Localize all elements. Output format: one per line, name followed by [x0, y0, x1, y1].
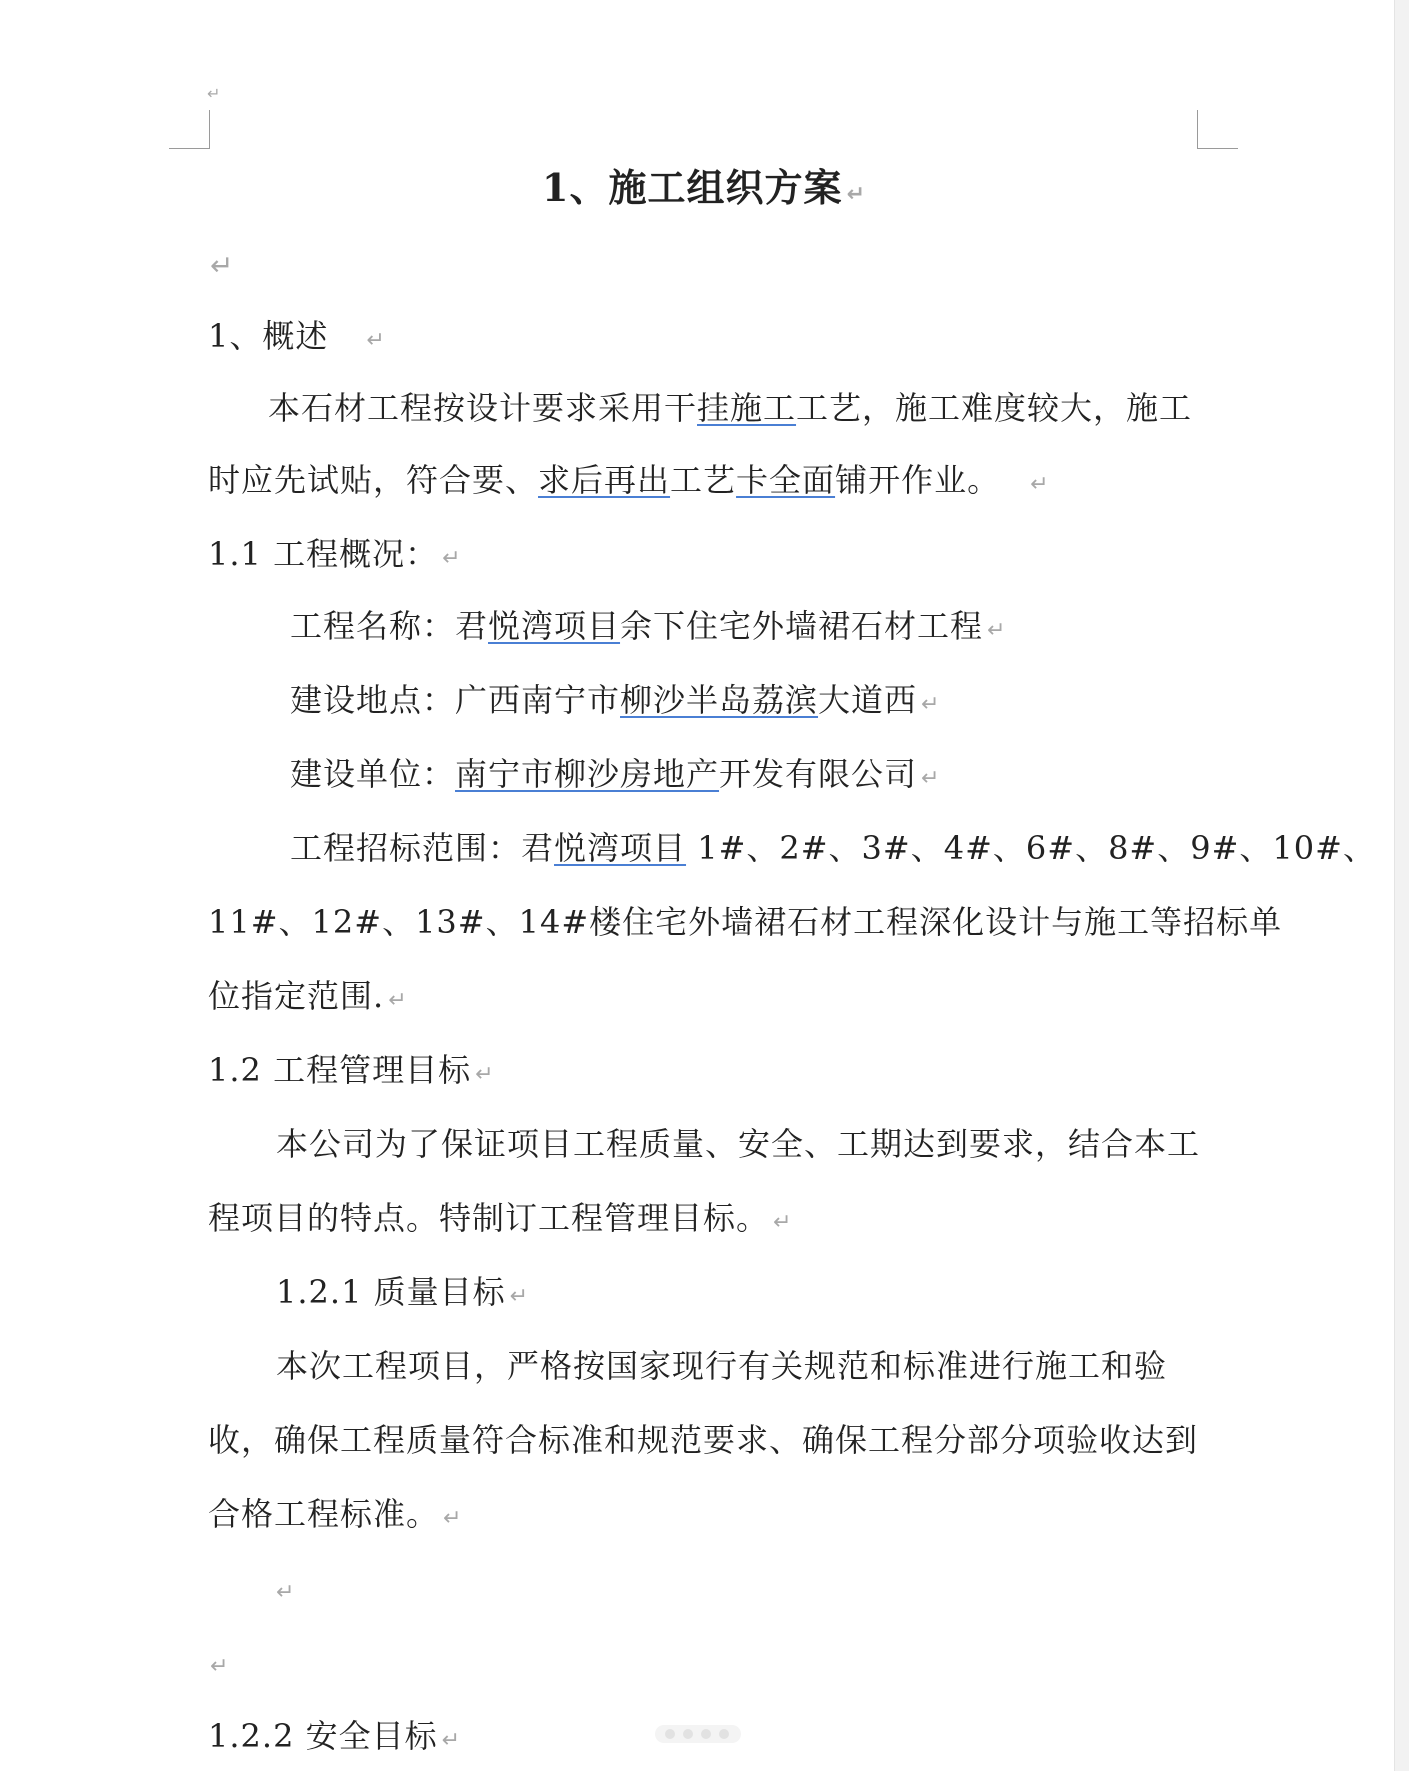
- empty-paragraph: [272, 1566, 295, 1615]
- tender-scope-line: [208, 974, 408, 1023]
- text-run: 工程招标范围：君: [290, 829, 555, 867]
- page-dot: [665, 1729, 675, 1739]
- heading-text: 1.1 工程概况：: [208, 535, 439, 573]
- page-dot: [719, 1729, 729, 1739]
- paragraph-line: [208, 1418, 1198, 1462]
- section-heading-management-goals: [208, 1048, 495, 1097]
- paragraph-mark-icon: ↵: [210, 249, 235, 282]
- heading-text: 1.2 工程管理目标: [208, 1051, 472, 1089]
- paragraph-mark-icon: ↵: [475, 1062, 495, 1087]
- tender-scope-line: [290, 826, 1376, 870]
- paragraph-mark-icon: ↵: [366, 328, 386, 353]
- paragraph-mark-icon: ↵: [846, 182, 866, 207]
- margin-corner-top-right: [1197, 110, 1238, 149]
- paragraph-mark-icon: ↵: [921, 766, 941, 791]
- underlined-text-run: 柳沙半岛荔滨: [620, 681, 819, 719]
- underlined-text-run: 南宁市柳沙房地产: [455, 755, 720, 793]
- paragraph-line: [208, 1196, 792, 1245]
- text-run: 工艺，施工难度较大，施工: [796, 389, 1193, 427]
- section-heading-safety-goal: [208, 1714, 461, 1763]
- paragraph-line: [268, 386, 1192, 430]
- tender-scope-line: [208, 900, 1282, 944]
- paragraph-mark-icon: ↵: [773, 1210, 793, 1235]
- paragraph-mark-icon: ↵: [442, 546, 462, 571]
- underlined-text-run: 悦湾项目: [488, 607, 621, 645]
- text-run: 收，确保工程质量符合标准和规范要求、确保工程分部分项验收达到: [208, 1421, 1199, 1459]
- text-run: 铺开作业。: [835, 461, 1001, 499]
- paragraph-line: [208, 458, 1050, 507]
- paragraph-line: [208, 1492, 462, 1541]
- paragraph-mark-icon: ↵: [987, 618, 1007, 643]
- margin-corner-top-left: [169, 110, 210, 149]
- heading-text: 1.2.2 安全目标: [208, 1717, 438, 1755]
- title-text: 1、施工组织方案: [542, 165, 843, 210]
- text-run: 程项目的特点。特制订工程管理目标。: [208, 1199, 770, 1237]
- text-run: 建设单位：: [290, 755, 456, 793]
- text-run: 合格工程标准。: [208, 1495, 440, 1533]
- text-run: 1#、2#、3#、4#、6#、8#、9#、10#、: [686, 829, 1376, 867]
- paragraph-mark-icon: ↵: [921, 692, 941, 717]
- project-location-line: [290, 678, 940, 727]
- text-run: 本次工程项目，严格按国家现行有关规范和标准进行施工和验: [276, 1347, 1168, 1385]
- document-title: [542, 166, 866, 217]
- paragraph-mark-icon: ↵: [207, 84, 221, 103]
- paragraph-mark-icon: ↵: [388, 988, 408, 1013]
- project-name-line: [290, 604, 1006, 653]
- paragraph-mark-icon: ↵: [509, 1284, 530, 1309]
- text-run: 位指定范围.: [208, 977, 385, 1015]
- paragraph-mark-icon: ↵: [443, 1506, 463, 1531]
- paragraph-mark-icon: ↵: [210, 1654, 230, 1679]
- page-dot: [683, 1729, 693, 1739]
- empty-paragraph: [206, 1640, 229, 1689]
- section-heading-project-overview: [208, 532, 462, 581]
- underlined-text-run: 卡全面: [736, 461, 836, 499]
- heading-text: 1、概述: [208, 317, 329, 355]
- text-run: 大道西: [818, 681, 918, 719]
- text-run: 时应先试贴，符合要、: [208, 461, 539, 499]
- paragraph-line: [276, 1122, 1200, 1166]
- section-heading-overview: [208, 314, 386, 363]
- text-run: 本石材工程按设计要求采用干: [268, 389, 698, 427]
- section-heading-quality-goal: [276, 1270, 529, 1319]
- underlined-text-run: 悦湾项目: [554, 829, 687, 867]
- paragraph-mark-icon: ↵: [276, 1580, 296, 1605]
- text-run: 工程名称：君: [290, 607, 489, 645]
- text-run: 开发有限公司: [719, 755, 918, 793]
- page-indicator[interactable]: [655, 1725, 741, 1743]
- empty-paragraph: [206, 242, 234, 288]
- page-edge: [1394, 0, 1409, 1771]
- underlined-text-run: 求后再出: [538, 461, 671, 499]
- heading-text: 1.2.1 质量目标: [276, 1273, 506, 1311]
- project-owner-line: [290, 752, 940, 801]
- page-dot: [701, 1729, 711, 1739]
- paragraph-mark-icon: ↵: [1030, 472, 1050, 497]
- text-run: 余下住宅外墙裙石材工程: [620, 607, 984, 645]
- paragraph-line: [276, 1344, 1167, 1388]
- text-run: 建设地点：广西南宁市: [290, 681, 621, 719]
- paragraph-mark-icon: ↵: [441, 1728, 462, 1753]
- underlined-text-run: 挂施工: [697, 389, 797, 427]
- text-run: 本公司为了保证项目工程质量、安全、工期达到要求，结合本工: [276, 1125, 1201, 1163]
- text-run: 11#、12#、13#、14#楼住宅外墙裙石材工程深化设计与施工等招标单: [208, 903, 1283, 941]
- text-run: 工艺: [670, 461, 737, 499]
